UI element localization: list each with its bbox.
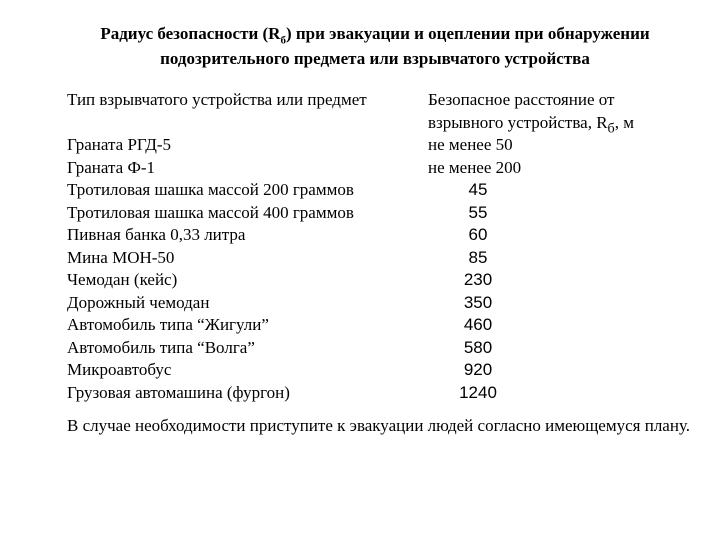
distance-cell: 920: [463, 360, 493, 379]
distance-cell: не менее 200: [428, 157, 522, 177]
item-column: [67, 89, 412, 404]
distance-cell: 85: [468, 247, 488, 267]
title-suffix: ) при эвакуации и оцеплении при обнаружении: [285, 24, 650, 43]
distance-header-prefix: взрывного устройства, R: [428, 112, 608, 132]
distance-cell: 1240: [459, 382, 497, 402]
item-cell: Тротиловая шашка массой 400 граммов: [67, 202, 354, 222]
item-cell: Микроавтобус: [67, 360, 172, 379]
distance-cell: 60: [468, 225, 488, 244]
title-subscript: б: [280, 34, 286, 47]
distance-cell: 230: [463, 270, 493, 289]
evacuation-note: В случае необходимости приступите к эвакуации людей согласно имеющемуся плану.: [67, 416, 690, 435]
distance-header-line-2: [428, 112, 718, 135]
item-cell: Автомобиль типа “Волга”: [67, 337, 255, 357]
header-spacer: [67, 112, 412, 135]
distance-cell: 350: [463, 292, 493, 312]
distance-cell: 460: [463, 315, 493, 334]
title-line-2: подозрительного предмета или взрывчатого устройства: [160, 49, 590, 68]
title-prefix: Радиус безопасности (R: [100, 24, 281, 43]
distance-cell: 55: [468, 202, 488, 222]
item-cell: Граната РГД-5: [67, 135, 171, 154]
item-column-header: Тип взрывчатого устройства или предмет: [67, 90, 367, 109]
title-line-1: [60, 21, 690, 46]
distance-header-suffix: , м: [614, 112, 634, 132]
document-title: [60, 21, 690, 71]
item-cell: Пивная банка 0,33 литра: [67, 225, 246, 244]
distance-column: [428, 89, 718, 404]
distance-cell: 580: [463, 337, 493, 357]
distance-cell: 45: [468, 180, 488, 199]
item-cell: Мина МОН-50: [67, 247, 175, 267]
distance-cell: не менее 50: [428, 135, 513, 154]
item-cell: Автомобиль типа “Жигули”: [67, 315, 269, 334]
item-cell: Дорожный чемодан: [67, 292, 210, 312]
item-cell: Чемодан (кейс): [67, 270, 178, 289]
item-cell: Грузовая автомашина (фургон): [67, 382, 290, 402]
distance-header-line-1: Безопасное расстояние от: [428, 90, 615, 109]
distance-header-subscript: б: [607, 119, 615, 136]
item-cell: Тротиловая шашка массой 200 граммов: [67, 180, 354, 199]
item-cell: Граната Ф-1: [67, 157, 156, 177]
